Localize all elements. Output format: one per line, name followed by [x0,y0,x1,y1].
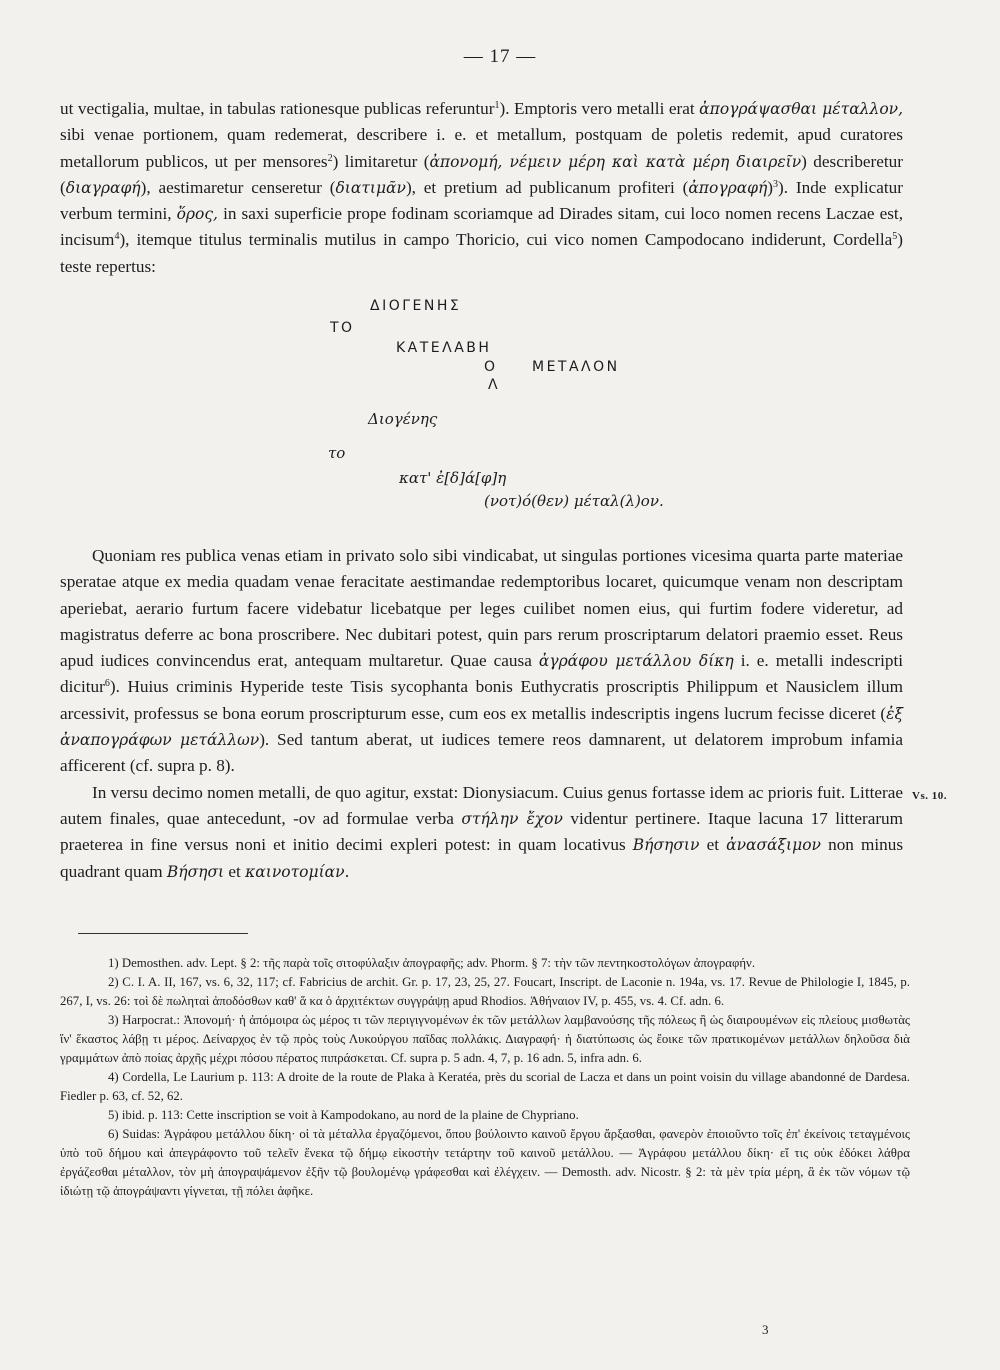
greek-term: καινοτομίαν. [245,862,350,881]
signature-mark: 3 [762,1322,769,1337]
paragraph-3 [60,780,903,885]
greek-term: Βήσησιν [632,836,700,855]
footnote-6: 6) Suidas: Ἀγράφου μετάλλου δίκη· οἱ τὰ μέταλλα ἐργαζόμενοι, ὅπου βούλοιντο καινοῦ ἔργου ἄρξασθαι, φανερὸν ἐποιοῦντο τοῖς ἐπ' ἐκείνοις τεταγμένοις ὑπὸ τοῦ δήμου καὶ ἀπεγράφοντο τοῦ τελεῖν ἕνεκα τῷ δήμῳ εἰκοστὴν τετάρτην τοῦ καινοῦ μετάλλου. — Ἀγράφου μετάλλου δίκη· εἴ τις οὐκ ἐδόκει λάθρα ἐργάζεσθαι μέταλλον, τὸν μὴ ἀπογραψάμενον ἐξῆν τῷ βουλομένῳ γράφεσθαι καὶ ἐλέγχειν. — Demosth. adv. Nicostr. § 2: τὰ μὲν τρία μέρη, ἃ ἐκ τῶν νόμων τῷ ἰδιώτῃ τῷ ἀπογράψαντι γίγνεται, τῇ πόλει ἀφῆκε. [60,1127,910,1198]
text-run: in saxi superficie prope fodinam scoriamque ad Dirades sitam, cui loco nomen recens Laczae est, incisum [60,204,904,250]
text-run: et [228,861,241,881]
greek-term: ὅρος, [176,205,218,224]
greek-term: Βήσησι [166,862,225,881]
paragraph-2 [60,543,903,780]
footnote-ref: 1 [494,100,500,111]
footnotes [60,954,910,1201]
greek-term: διαγραφή [65,178,141,197]
transcription-line-2: το [328,444,346,462]
footnote-2: 2) C. I. A. II, 167, vs. 6, 32, 117; cf. Fabricius de archit. Gr. p. 17, 23, 25, 27. Foucart, Inscript. de Laconie n. 194a, vs. 17. Revue de Philologie I, 1845, p. 267, I, vs. 26: τοὶ δὲ πωληταὶ ἀποδόσθων καθ' ἅ κα ὁ ἀρχιτέκτων συγγράψῃ apud Rhodios. Ἀθήναιον IV, p. 455, vs. 4. Cf. adn. 6. [60,975,910,1008]
text-run: ) teste repertus: [60,230,903,276]
inscription-line-4b: ΜΕΤΑΛΟΝ [532,359,620,375]
inscription-line-2: ΤΟ [330,320,355,336]
greek-term: διατιμᾶν [335,178,406,197]
text-run: ). Inde explicatur verbum termini, [60,177,904,224]
inscription-line-3: ΚΑΤΕΛΑΒΗ [396,340,492,356]
footnote-ref: 6 [104,678,110,690]
text-run: ) [767,177,774,197]
greek-term: ἀνασάξιμον [726,836,821,855]
greek-term: ἀγράφου μετάλλου δίκη [538,652,734,671]
text-run: et [706,835,719,855]
footnote-ref: 2 [327,152,333,164]
greek-term: ἐξ ἀναπογράφων μετάλλων [60,704,903,750]
transcription-line-3: κατ' ἐ[δ]ά[φ]η [399,469,507,487]
greek-term: στήλην ἔχον [461,809,563,828]
footnote-ref: 5 [892,231,898,243]
footnote-rule [78,933,248,934]
paragraph-1 [60,96,903,280]
text-run: ). Huius criminis Hyperide teste Tisis sycophanta bonis Euthycratis proscriptis Philippum et Nausiclem illum arcessivit, professus se bona eorum proscripturum esse, cum eos ex metallis indescriptis ingens lucrum fecisse diceret ( [60,677,903,723]
text-run: ) describeretur ( [60,151,903,197]
footnote-ref: 3 [773,178,779,190]
inscription-line-4a: Ο [484,359,498,375]
footnote-ref: 4 [114,231,120,243]
text-run: ), itemque titulus terminalis mutilus in campo Thoricio, cui vico nomen Campodocano indiderunt, Cordella [119,230,893,250]
transcription-line-4: (νοτ)ό(θεν) μέταλ(λ)ον. [484,492,664,510]
text-run: In versu decimo nomen metalli, de quo agitur, exstat: Dionysiacum. Cuius genus fortasse idem ac prioris fuit. Litterae autem finales, quae antecedunt, -ον ad formulae verba [60,782,903,828]
greek-term: ἀπογραφή [688,178,768,197]
text-run: Quoniam res publica venas etiam in privato solo sibi vindicabat, ut singulas portiones vicesima quarta parte materiae speratae atque ex media quadam venae feracitate aestimandae redemptoribus locaret, quicumque venam non descriptam aperiebat, aerario furtum facere videbatur licebatque per leges cuilibet nomen eius, qui furtim fodere videretur, ad magistratus deferre ac bona proscribere. Nec dubitari potest, quin pars rerum proscriptarum delatori praemio esset. Reus apud iudices convincendus erat, antequam multaretur. Quae causa [60,546,903,671]
footnote-4: 4) Cordella, Le Laurium p. 113: A droite de la route de Plaka à Keratéa, près du scorial de Lacza et dans un point voisin du village abandonné de Dardesa. Fiedler p. 63, cf. 52, 62. [60,1070,910,1103]
text-run: ) limitaretur ( [332,151,430,171]
text-run: ut vectigalia, multae, in tabulas rationesque publicas referuntur [60,99,495,118]
text-run: ), aestimaretur censeretur ( [140,177,336,197]
greek-term: ἀπογράψασθαι μέταλλον, [699,100,903,118]
page-number: — 17 — [463,46,537,67]
margin-note: Vs. 10. [912,790,947,802]
text-run: non minus quadrant quam [60,835,904,881]
transcription-line-1: Διογένης [368,410,438,428]
footnote-5: 5) ibid. p. 113: Cette inscription se voit à Kampodokano, au nord de la plaine de Chypriano. [108,1108,579,1122]
text-run: sibi venae portionem, quam redemerat, describere i. e. et metallum, postquam de poletis redemit, apud curatores metallorum publicos, ut per mensores [60,125,903,171]
text-run: ), et pretium ad publicanum profiteri ( [405,177,689,197]
text-run: i. e. metalli indescripti dicitur [60,651,903,697]
footnote-3: 3) Harpocrat.: Ἀπονομή· ἡ ἀπόμοιρα ὡς μέρος τι τῶν περιγιγνομένων ἐκ τῶν μετάλλων λαμβανούσης τῆς πόλεως ἢ ὡς διαιρουμένων εἰς πλείους μισθωτὰς ἵν' ἕκαστος λάβῃ τι μέρος. Δείναρχος ἐν τῷ πρὸς τοὺς Λυκούργου παῖδας πολλάκις. Διαγραφή· ἡ διατύπωσις ὡς ἔοικε τῶν πρατικομένων μετάλλων δηλοῦσα διὰ γραμμάτων ἀπὸ ποίας ἀρχῆς μέχρι πόσου πέρατος πιπράσκεται. Cf. supra p. 5 adn. 4, 7, p. 16 adn. 5, infra adn. 6. [60,1013,910,1065]
inscription-line-1: ΔΙΟΓΕΝΗΣ [370,298,462,314]
footnote-1: 1) Demosthen. adv. Lept. § 2: τῆς παρὰ τοῖς σιτοφύλαξιν ἀπογραφῆς; adv. Phorm. § 7: τὴν τῶν πεντηκοστολόγων ἀπογραφήν. [108,956,756,970]
text-run: ). Sed tantum aberat, ut iudices temere reos damnarent, ut delatorem improbum infamia afficerent (cf. supra p. 8). [60,730,903,776]
text-run: videntur pertinere. Itaque lacuna 17 litterarum praeterea in fine versus noni et initio decimi expleri potest: in quam locativus [60,808,904,855]
paragraphs-2-3 [60,543,903,885]
text-run: ). Emptoris vero metalli erat [499,99,695,118]
greek-term: ἀπονομή, νέμειν μέρη καὶ κατὰ μέρη διαιρεῖν [429,152,802,171]
inscription-line-5: Λ [488,377,501,393]
